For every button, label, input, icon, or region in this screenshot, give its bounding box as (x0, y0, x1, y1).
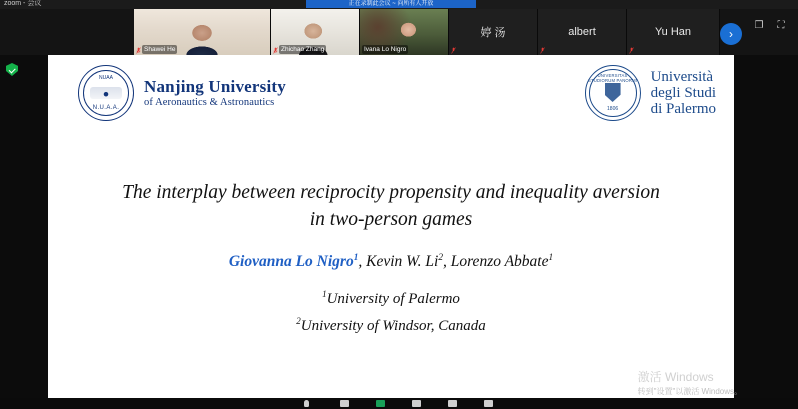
palermo-seal-shield (605, 83, 621, 102)
palermo-seal-top-text: UNIVERSITAS STUDIORUM PANORMI (588, 73, 638, 83)
palermo-logo (585, 65, 716, 121)
left-rail (0, 55, 22, 409)
restore-window-icon[interactable]: ❐ (754, 20, 764, 31)
slide-title-line-1: The interplay between reciprocity propensity and inequality aversion (122, 182, 660, 203)
affiliation-1-sup: 1 (322, 289, 327, 299)
palermo-seal-icon (585, 65, 641, 121)
mic-muted-icon (629, 47, 634, 54)
participant-name: Yu Han (654, 26, 692, 38)
slide-title (88, 179, 694, 233)
mic-muted-icon (451, 47, 456, 54)
participant-tile-yu-han[interactable] (627, 9, 720, 55)
recording-banner: 正在录制此会议 ~ 向所有人开放 (306, 0, 476, 8)
palermo-logo-text (651, 69, 716, 117)
toolbar-participants-button[interactable] (412, 400, 422, 408)
author-third: , Lorenzo Abbate (442, 253, 549, 271)
participant-name: Ivana Lo Nigro (364, 46, 407, 53)
palermo-line-2: degli Studi (650, 85, 716, 101)
people-icon (412, 400, 421, 407)
toolbar-mute-button[interactable] (304, 400, 314, 408)
toolbar-video-button[interactable] (340, 400, 350, 408)
nuaa-logo-text (144, 77, 286, 109)
participant-name: Shawei He (144, 46, 176, 53)
nuaa-seal-emblem (90, 87, 122, 99)
palermo-line-1: Università (650, 69, 714, 85)
mic-muted-icon (540, 47, 545, 54)
affiliation-2-sup: 2 (296, 316, 301, 326)
slide-authors (88, 253, 694, 271)
chat-icon (448, 400, 457, 407)
meeting-toolbar[interactable] (0, 398, 798, 409)
nuaa-seal-icon (78, 65, 134, 121)
slide-affiliation-2 (88, 316, 694, 335)
nuaa-seal-text: N.U.A.A. (92, 105, 120, 111)
participant-tile-ivana-lo-nigro[interactable] (360, 9, 449, 55)
participant-tile-ting-tang[interactable] (449, 9, 538, 55)
affiliation-2-text: University of Windsor, Canada (300, 318, 486, 334)
palermo-seal-year: 1806 (607, 106, 619, 112)
window-title: zoom - 会议 (4, 0, 42, 7)
filmstrip-right-controls (729, 9, 798, 55)
author-third-sup: 1 (548, 253, 554, 263)
participant-name: 婷 汤 (480, 27, 506, 39)
slide-logos (48, 61, 734, 131)
participant-tile-albert[interactable] (538, 9, 627, 55)
author-second: , Kevin W. Li (358, 253, 439, 271)
watermark-line-1: 激活 Windows (637, 370, 714, 384)
slide-title-line-2: in two-person games (309, 209, 473, 230)
fullscreen-icon[interactable]: ⛶ (777, 20, 785, 31)
author-second-sup: 2 (438, 253, 443, 263)
nuaa-university-name: Nanjing University (144, 77, 286, 96)
next-participants-button[interactable]: › (720, 23, 742, 45)
participant-tile-zhichao-zhang[interactable] (271, 9, 360, 55)
participant-name: Zhichao Zhang (281, 46, 325, 53)
nuaa-logo (78, 65, 286, 121)
camera-icon (340, 400, 349, 407)
palermo-line-3: di Palermo (650, 101, 716, 117)
affiliation-1-text: University of Palermo (326, 291, 460, 307)
participant-tile-shawei-he[interactable] (134, 9, 271, 55)
security-shield-icon[interactable] (6, 63, 18, 76)
participant-filmstrip[interactable] (0, 9, 798, 55)
participant-name: albert (568, 26, 596, 38)
toolbar-share-button[interactable] (376, 400, 386, 408)
slide-affiliation-1 (88, 289, 694, 308)
mic-icon (304, 400, 309, 407)
ellipsis-icon (484, 400, 493, 407)
toolbar-chat-button[interactable] (448, 400, 458, 408)
mic-muted-icon (136, 47, 141, 54)
share-icon (376, 400, 385, 407)
author-lead-sup: 1 (353, 253, 359, 263)
author-lead: Giovanna Lo Nigro (228, 253, 354, 271)
toolbar-more-button[interactable] (484, 400, 494, 408)
nuaa-seal-top-text: NUAA (99, 75, 113, 81)
windows-activation-watermark (638, 368, 742, 397)
watermark-line-2: 转到"设置"以激活 Windows。 (637, 387, 742, 396)
shared-slide (48, 55, 734, 398)
mic-muted-icon (273, 47, 278, 54)
nuaa-university-subtitle: of Aeronautics & Astronautics (144, 97, 275, 108)
